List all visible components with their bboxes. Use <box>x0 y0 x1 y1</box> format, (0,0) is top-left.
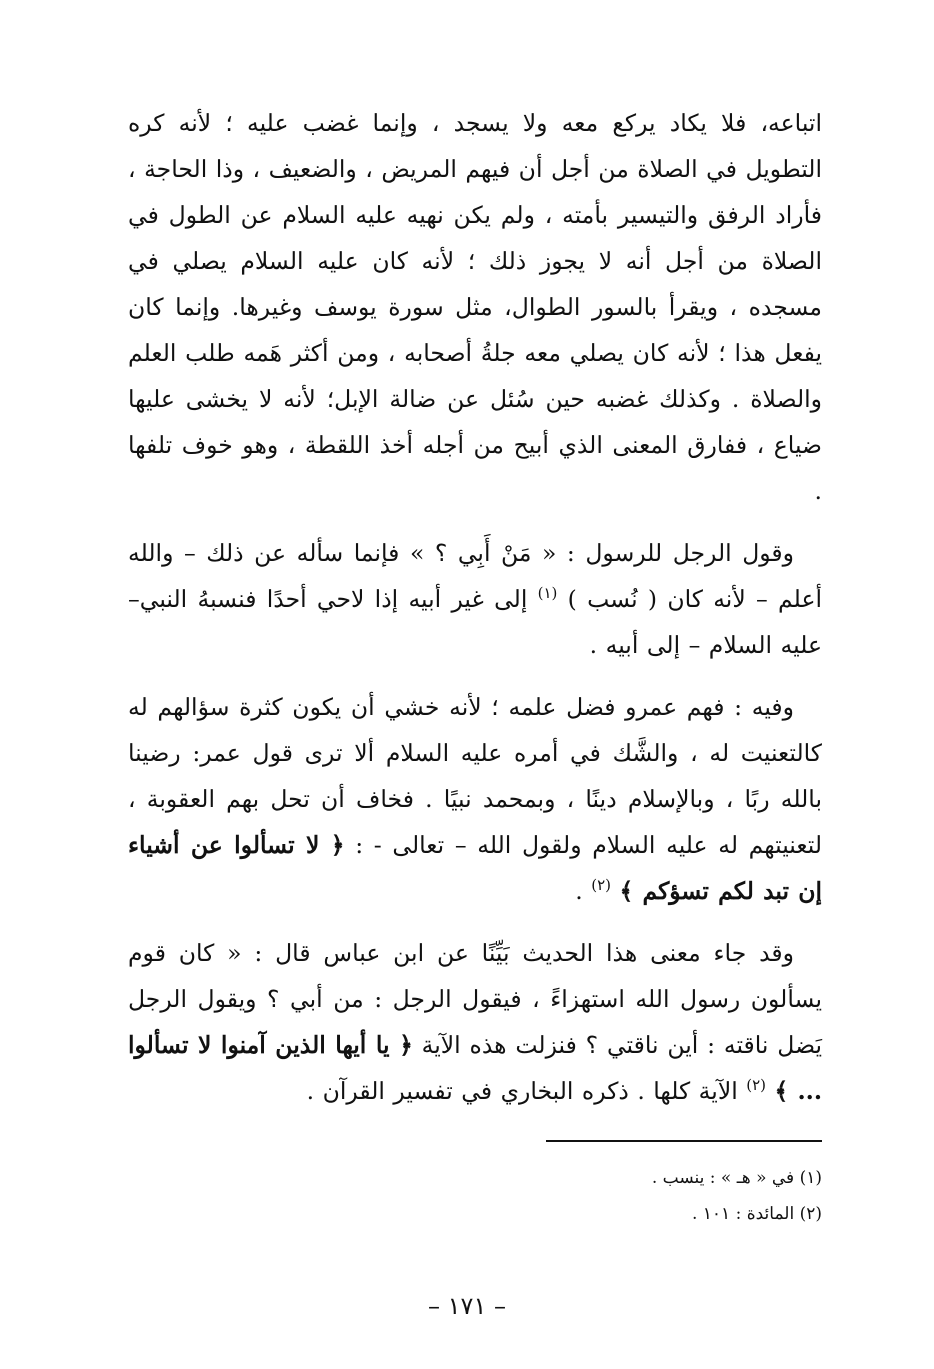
footnote-divider <box>546 1140 822 1142</box>
footnote-1: (١) في « هـ » : ينسب . <box>651 1168 822 1188</box>
paragraph-3: وفيه : فهم عمرو فضل علمه ؛ لأنه خشي أن يكون كثرة سؤالهم له كالتعنيت له ، والشَّك في أمره عليه السلام ألا ترى قول عمر: رضينا بالله ربًا ، وبالإسلام دينًا ، وبمحمد نبيًا . فخاف أن تحل بهم العقوبة ، لتعنيتهم له عليه السلام ولقول الله – تعالى - : ﴿ لا تسألوا عن أشياء إن تبد لكم تسؤكم ﴾ $^{(٢)}$ . <box>128 693 822 905</box>
footnotes <box>128 1160 822 1232</box>
page-number: – ١٧١ – <box>428 1292 506 1320</box>
main-text <box>128 100 822 1114</box>
paragraph-4: وقد جاء معنى هذا الحديث بَيِّنًا عن ابن عباس قال : « كان قوم يسألون رسول الله استهزاءً ، فيقول الرجل : من أبي ؟ ويقول الرجل يَضل ناقته : أين ناقتي ؟ فنزلت هذه الآية ﴿ يا أيها الذين آمنوا لا تسألوا ... ﴾ $^{(٢)}$ الآية كلها . ذكره البخاري في تفسير القرآن . <box>128 939 822 1105</box>
paragraph-2: وقول الرجل للرسول : « مَنْ أَبِي ؟ » فإنما سأله عن ذلك – والله أعلم – لأنه كان ( نُسب ) $^{(١)}$ إلى غير أبيه إذا لاحي أحدًا فنسبهُ النبي– عليه السلام – إلى أبيه . <box>128 539 822 659</box>
paragraph-1: اتباعه، فلا يكاد يركع معه ولا يسجد ، وإنما غضب عليه ؛ لأنه كره التطويل في الصلاة من أجل أن فيهم المريض ، والضعيف ، وذا الحاجة ، فأراد الرفق والتيسير بأمته ، ولم يكن نهيه عليه السلام عن الطول في الصلاة من أجل أنه لا يجوز ذلك ؛ لأنه كان عليه السلام يصلي في مسجده ، ويقرأ بالسور الطوال، مثل سورة يوسف وغيرها. وإنما كان يفعل هذا ؛ لأنه كان يصلي معه جلةُ أصحابه ، ومن أكثر هَمه طلب العلم والصلاة . وكذلك غضبه حين سُئل عن ضالة الإبل؛ لأنه لا يخشى عليها ضياع ، ففارق المعنى الذي أبيح من أجله أخذ اللقطة ، وهو خوف تلفها . <box>128 109 822 505</box>
footnote-2: (٢) المائدة : ١٠١ . <box>691 1204 822 1224</box>
